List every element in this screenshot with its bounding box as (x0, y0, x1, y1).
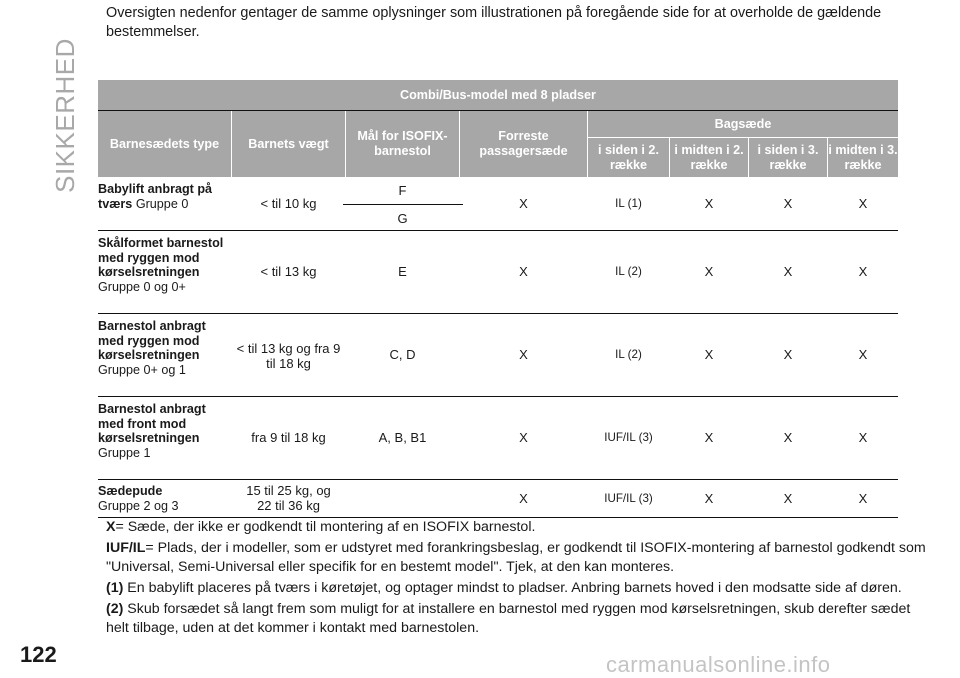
row-group: Gruppe 0+ og 1 (98, 362, 186, 377)
row-front-passenger: X (519, 264, 528, 279)
row-title: Skålformet barnestol med ryggen mod kørselsretningen (98, 236, 224, 280)
row-isofix-class: G (397, 210, 408, 226)
note-text: = Sæde, der ikke er godkendt til montering af en ISOFIX barnestol. (115, 519, 536, 535)
row-row3-side: X (783, 490, 793, 506)
row-row2-middle: X (704, 264, 714, 279)
intro-paragraph: Oversigten nedenfor gentager de samme oplysninger som illustrationen på foregående side for at overholde de gældende bestemmelser. (106, 5, 882, 40)
header-row2-side: i siden i 2. række (598, 142, 659, 172)
row-title: Barnestol anbragt med ryggen mod kørselsretningen (98, 319, 206, 363)
row-front-passenger: X (519, 430, 528, 445)
page-number: 122 (20, 642, 57, 667)
note-key: (2) (106, 601, 124, 617)
isofix-table (98, 80, 898, 517)
row-weight: fra 9 til 18 kg (251, 430, 326, 445)
row-isofix-class: A, B, B1 (378, 430, 427, 445)
row-group: Gruppe 0 (135, 196, 189, 211)
row-weight: 15 til 25 kg, og 22 til 36 kg (246, 483, 331, 513)
section-title-text: SIKKERHED (49, 37, 80, 193)
header-rear-seat: Bagsæde (714, 116, 772, 131)
row-isofix-class: E (398, 264, 407, 279)
row-row3-middle: X (858, 196, 868, 211)
row-row2-middle: X (704, 490, 714, 506)
row-weight: < til 13 kg (260, 264, 317, 279)
note-item (106, 579, 936, 598)
row-row2-side: IL (2) (615, 265, 642, 278)
table-notes (106, 518, 936, 640)
row-row2-middle: X (704, 430, 714, 445)
header-child-weight: Barnets vægt (248, 136, 329, 151)
row-row3-middle: X (858, 490, 868, 506)
row-isofix-class: F (398, 182, 407, 198)
row-group: Gruppe 1 (98, 445, 151, 460)
header-isofix-size: Mål for ISOFIX-barnestol (357, 129, 448, 158)
table-row (98, 319, 226, 377)
section-side-title (50, 30, 80, 200)
row-front-passenger: X (519, 490, 528, 506)
row-row3-middle: X (858, 430, 868, 445)
row-row2-middle: X (704, 196, 714, 211)
row-row2-side: IUF/IL (3) (604, 431, 653, 444)
note-key: (1) (106, 580, 124, 596)
row-title: Babylift anbragt på tværs (98, 182, 213, 211)
header-seat-type: Barnesædets type (109, 136, 220, 151)
row-row2-side: IL (1) (615, 197, 642, 210)
table-row (98, 484, 226, 513)
row-row2-middle: X (704, 347, 714, 362)
header-row3-side: i siden i 3. række (757, 142, 819, 172)
note-text: Skub forsædet så langt frem som muligt for at installere en barnestol med ryggen mod kørselsretningen, skub derefter sædet helt tilbage, uden at det kommer i kontakt med barnestolen. (106, 601, 911, 636)
row-title: Sædepude (98, 484, 163, 498)
table-caption: Combi/Bus-model med 8 pladser (400, 87, 596, 102)
header-row3-middle: i midten i 3. række (828, 142, 898, 172)
isofix-class-divider (343, 204, 463, 205)
row-row3-side: X (783, 196, 793, 211)
row-group: Gruppe 2 og 3 (98, 498, 179, 513)
note-item (106, 600, 936, 638)
note-text: En babylift placeres på tværs i køretøjet, og optager mindst to pladser. Anbring barnets hoved i den modsatte side af døren. (127, 580, 902, 596)
row-row2-side: IL (2) (615, 348, 642, 361)
row-front-passenger: X (519, 347, 528, 362)
row-isofix-class (346, 479, 459, 517)
row-row3-side: X (783, 264, 793, 279)
row-row3-side: X (783, 430, 793, 445)
row-row3-middle: X (858, 347, 868, 362)
note-key: IUF/IL (106, 540, 146, 556)
note-key: X (106, 519, 116, 535)
note-item (106, 518, 936, 537)
row-group: Gruppe 0 og 0+ (98, 279, 186, 294)
row-weight: < til 10 kg (260, 196, 317, 211)
header-front-passenger: Forreste passagersæde (479, 129, 568, 158)
row-isofix-class: C, D (389, 347, 416, 362)
table-row (98, 182, 226, 211)
row-row3-side: X (783, 347, 793, 362)
header-row2-middle: i midten i 2. række (674, 142, 744, 172)
table-row (98, 402, 226, 460)
row-row2-side: IUF/IL (3) (604, 491, 653, 505)
note-item (106, 539, 936, 577)
watermark: carmanualsonline.info (606, 652, 831, 677)
row-weight: < til 13 kg og fra 9 til 18 kg (236, 341, 341, 371)
table-row (98, 236, 226, 294)
row-front-passenger: X (519, 196, 528, 211)
note-text: = Plads, der i modeller, som er udstyret med forankringsbeslag, er godkendt til ISOFIX-montering af barnestol godkendt som "Universal, Semi-Universal eller specifik for en bestemt model". Tjek, at den kan monteres. (106, 540, 926, 575)
row-title: Barnestol anbragt med front mod kørselsretningen (98, 402, 206, 446)
row-row3-middle: X (858, 264, 868, 279)
